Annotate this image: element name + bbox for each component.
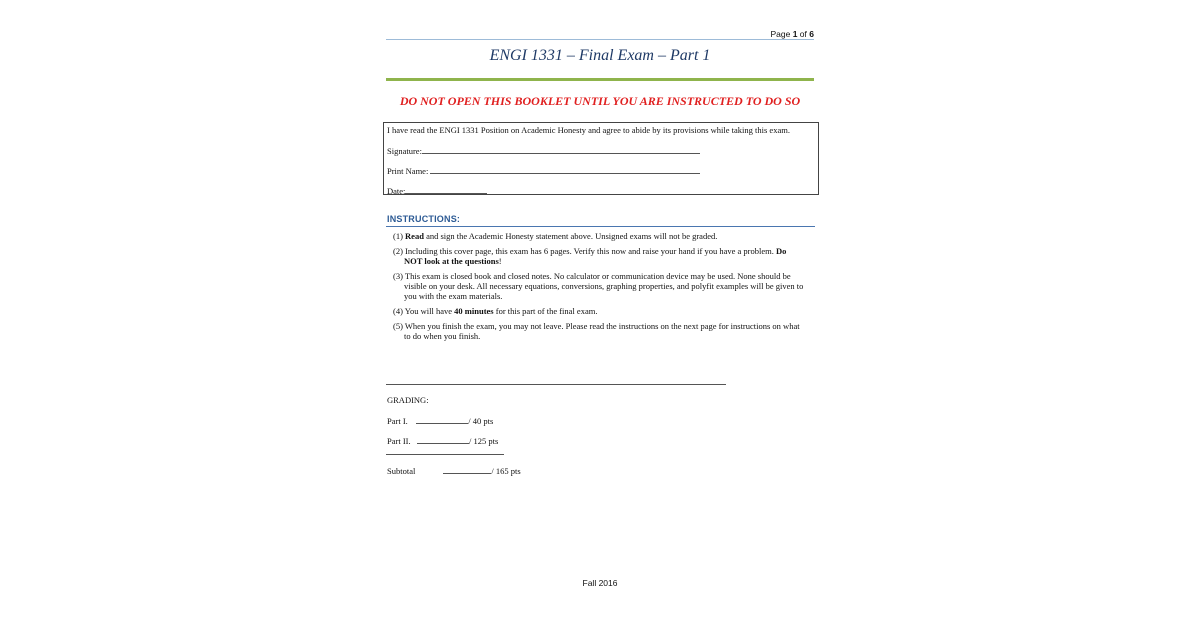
instruction-emphasis: Do	[775, 246, 787, 256]
instruction-item-3	[393, 271, 818, 301]
instruction-continuation: you with the exam materials.	[404, 291, 503, 301]
instruction-continuation	[393, 256, 818, 266]
subtotal-label: Subtotal	[387, 466, 416, 476]
instructions-rule	[386, 226, 815, 227]
warning-banner: DO NOT OPEN THIS BOOKLET UNTIL YOU ARE INSTRUCTED TO DO SO	[399, 94, 801, 108]
part2-score-field[interactable]	[417, 435, 469, 444]
instruction-item-4	[393, 306, 818, 316]
title-underline	[386, 78, 814, 81]
academic-honesty-box	[383, 122, 819, 195]
subtotal-divider	[386, 454, 504, 455]
grading-divider	[386, 384, 726, 385]
print-name-row	[387, 165, 700, 176]
grade-row-part1	[387, 415, 493, 426]
instruction-number: (2)	[393, 246, 403, 256]
footer-term: Fall 2016	[582, 578, 618, 588]
instruction-emphasis: NOT look at the questions	[404, 256, 499, 266]
instruction-continuation: to do when you finish.	[404, 331, 481, 341]
part2-label: Part II.	[387, 436, 411, 446]
instruction-item-1	[393, 231, 818, 241]
part1-label: Part I.	[387, 416, 408, 426]
instruction-text: !	[498, 256, 502, 266]
subtotal-points: / 165 pts	[491, 466, 521, 476]
instruction-text: and sign the Academic Honesty statement above. Unsigned exams will not be graded.	[423, 231, 718, 241]
grading-heading: GRADING:	[387, 395, 429, 405]
exam-title: ENGI 1331 – Final Exam – Part 1	[489, 47, 711, 64]
page-current: 1	[792, 29, 798, 39]
header-rule	[386, 39, 814, 40]
instruction-text: Including this cover page, this exam has 6 pages. Verify this now and raise your hand if you have a problem.	[405, 246, 776, 256]
instruction-item-2	[393, 246, 818, 266]
part1-score-field[interactable]	[416, 415, 468, 424]
signature-row	[387, 145, 700, 156]
date-label: Date:	[387, 186, 406, 196]
instruction-text: You will have	[404, 306, 455, 316]
instruction-text: for this part of the final exam.	[493, 306, 598, 316]
print-name-field[interactable]	[430, 165, 700, 174]
grade-row-part2	[387, 435, 498, 446]
instruction-continuation: visible on your desk. All necessary equations, conversions, graphing properties, and polyfit examples will be given to	[404, 281, 804, 291]
part1-points: / 40 pts	[468, 416, 494, 426]
honesty-statement: I have read the ENGI 1331 Position on Academic Honesty and agree to abide by its provisions while taking this exam.	[387, 125, 790, 135]
instruction-item-5	[393, 321, 818, 341]
print-name-label: Print Name:	[387, 166, 429, 176]
page-word: Page	[770, 29, 791, 39]
page-total: 6	[809, 29, 814, 39]
instruction-emphasis: Read	[405, 231, 424, 241]
instruction-number: (1)	[393, 231, 403, 241]
instruction-number: (3)	[393, 271, 403, 281]
instruction-text: When you finish the exam, you may not leave. Please read the instructions on the next page for instructions on what	[404, 321, 800, 331]
signature-label: Signature:	[387, 146, 422, 156]
instruction-number: (5)	[393, 321, 403, 331]
page-of: of	[799, 29, 807, 39]
part2-points: / 125 pts	[468, 436, 499, 446]
instruction-number: (4)	[393, 306, 403, 316]
page-number	[700, 29, 814, 39]
date-field[interactable]	[405, 185, 487, 194]
subtotal-score-field[interactable]	[443, 465, 491, 474]
date-row	[387, 185, 487, 196]
instructions-heading: INSTRUCTIONS:	[387, 214, 461, 224]
signature-field[interactable]	[422, 145, 700, 154]
instruction-text: This exam is closed book and closed notes. No calculator or communication device may be used. None should be	[404, 271, 791, 281]
instruction-emphasis: 40 minutes	[454, 306, 494, 316]
grade-row-subtotal	[387, 465, 521, 476]
